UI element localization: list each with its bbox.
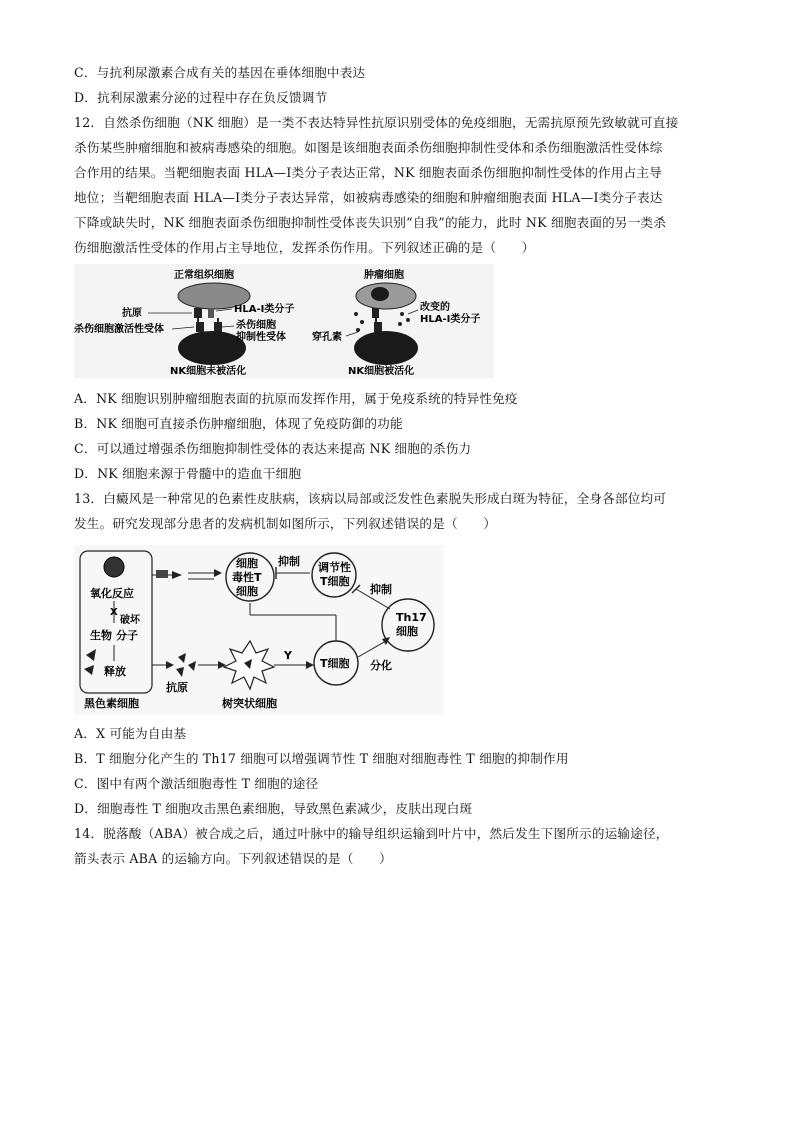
label-antigen: 抗原 xyxy=(122,308,142,319)
vitiligo-figure xyxy=(74,545,444,715)
label-oxidation: 氧化反应 xyxy=(90,587,134,600)
hla-dot xyxy=(398,322,402,326)
label-melanocyte: 黑色素细胞 xyxy=(84,697,139,710)
label-bio-1: 生物 xyxy=(90,629,112,642)
label-ctl-1: 细胞 xyxy=(236,557,258,570)
receptor-marker xyxy=(156,570,168,578)
q13-option-d: D．细胞毒性 T 细胞攻击黑色素细胞，导致黑色素减少，皮肤出现白斑 xyxy=(74,801,473,816)
inhibitory-receptor-marker xyxy=(214,322,222,332)
label-destroy: 破坏 xyxy=(120,615,140,626)
q14-stem-line: 14．脱落酸（ABA）被合成之后，通过叶脉中的输导组织运输到叶片中，然后发生下图所示的运输途径， xyxy=(74,826,669,841)
q12-stem-line: 合作用的结果。当靶细胞表面 HLA—Ⅰ类分子表达正常，NK 细胞表面杀伤细胞抑制性受体的作用占主导 xyxy=(74,165,662,180)
label-tcell: T细胞 xyxy=(320,657,350,670)
label-inhibitory-receptor-2: 抑制性受体 xyxy=(236,332,286,343)
label-nk-inactive: NK细胞未被活化 xyxy=(170,366,247,377)
label-y: Y xyxy=(284,649,292,662)
q12-option-a: A．NK 细胞识别肿瘤细胞表面的抗原而发挥作用，属于免疫系统的特异性免疫 xyxy=(74,391,518,406)
label-nk-active: NK细胞被活化 xyxy=(348,366,415,377)
q13-stem-line: 发生。研究发现部分患者的发病机制如图所示，下列叙述错误的是（ ） xyxy=(74,516,497,531)
hla-marker xyxy=(208,308,214,318)
q12-stem-line: 地位；当靶细胞表面 HLA—Ⅰ类分子表达异常，如被病毒感染的细胞和肿瘤细胞表面 HLA—Ⅰ类分子表达 xyxy=(74,190,663,205)
label-dendritic: 树突状细胞 xyxy=(222,697,277,710)
hla-dot xyxy=(400,312,404,316)
label-x: X xyxy=(110,607,118,618)
hla-dot xyxy=(406,318,410,322)
label-normal-cell: 正常组织细胞 xyxy=(174,270,234,281)
label-changed-1: 改变的 xyxy=(420,302,450,313)
label-ctl-2: 毒性T xyxy=(232,571,262,584)
q11-option-c: C．与抗利尿激素合成有关的基因在垂体细胞中表达 xyxy=(74,65,366,80)
label-tumor-cell: 肿瘤细胞 xyxy=(364,270,404,281)
label-inhibit-2: 抑制 xyxy=(370,583,392,596)
antigen-marker xyxy=(194,308,202,318)
label-perforin: 穿孔素 xyxy=(312,332,342,343)
label-th17-1: Th17 xyxy=(396,611,427,624)
nk-cell-diagram xyxy=(74,264,494,378)
q13-option-c: C．图中有两个激活细胞毒性 T 细胞的途径 xyxy=(74,776,319,791)
q13-option-a: A．X 可能为自由基 xyxy=(74,726,187,741)
perforin-dot xyxy=(360,320,364,324)
vitiligo-diagram xyxy=(74,545,444,715)
melanin-granule xyxy=(104,557,124,577)
q13-stem-line: 13．白癜风是一种常见的色素性皮肤病，该病以局部或泛发性色素脱失形成白斑为特征，全身各部位均可 xyxy=(74,491,667,506)
q11-option-d: D．抗利尿激素分泌的过程中存在负反馈调节 xyxy=(74,90,328,105)
tumor-nucleus xyxy=(371,287,389,301)
label-activating-receptor: 杀伤细胞激活性受体 xyxy=(74,324,164,335)
nk-activating-receptor-marker xyxy=(374,322,382,332)
label-treg-1: 调节性 xyxy=(318,561,351,574)
label-hla: HLA-Ⅰ类分子 xyxy=(234,304,295,315)
label-inhibitory-receptor-1: 杀伤细胞 xyxy=(236,320,276,331)
nk-cell-shape-right xyxy=(354,331,418,365)
tumor-antigen-marker xyxy=(372,308,379,318)
q14-stem-line: 箭头表示 ABA 的运输方向。下列叙述错误的是（ ） xyxy=(74,851,392,866)
q12-option-b: B．NK 细胞可直接杀伤肿瘤细胞，体现了免疫防御的功能 xyxy=(74,416,403,431)
label-differentiate: 分化 xyxy=(370,659,392,672)
label-release: 释放 xyxy=(104,665,126,678)
perforin-dot xyxy=(356,328,360,332)
label-th17-2: 细胞 xyxy=(396,625,418,638)
q12-stem-line: 杀伤某些肿瘤细胞和被病毒感染的细胞。如图是该细胞表面杀伤细胞抑制性受体和杀伤细胞激活性受体综 xyxy=(74,140,663,155)
label-ctl-3: 细胞 xyxy=(236,585,258,598)
label-inhibit-1: 抑制 xyxy=(278,555,300,568)
q12-option-c: C．可以通过增强杀伤细胞抑制性受体的表达来提高 NK 细胞的杀伤力 xyxy=(74,441,472,456)
q12-stem-line: 12．自然杀伤细胞（NK 细胞）是一类不表达特异性抗原识别受体的免疫细胞，无需抗原预先致敏就可直接 xyxy=(74,115,679,130)
label-bio-2: 分子 xyxy=(116,629,138,642)
perforin-dot xyxy=(354,312,358,316)
label-changed-2: HLA-Ⅰ类分子 xyxy=(420,314,481,325)
q12-option-d: D．NK 细胞来源于骨髓中的造血干细胞 xyxy=(74,466,302,481)
q13-option-b: B．T 细胞分化产生的 Th17 细胞可以增强调节性 T 细胞对细胞毒性 T 细胞的抑制作用 xyxy=(74,751,569,766)
q12-stem-line: 伤细胞激活性受体的作用占主导地位，发挥杀伤作用。下列叙述正确的是（ ） xyxy=(74,240,535,255)
label-antigen: 抗原 xyxy=(166,681,188,694)
nk-cell-figure xyxy=(74,264,494,378)
label-treg-2: T细胞 xyxy=(320,575,350,588)
activating-receptor-marker xyxy=(196,322,204,332)
q12-stem-line: 下降或缺失时，NK 细胞表面杀伤细胞抑制性受体丧失识别“自我”的能力，此时 NK 细胞表面的另一类杀 xyxy=(74,215,667,230)
